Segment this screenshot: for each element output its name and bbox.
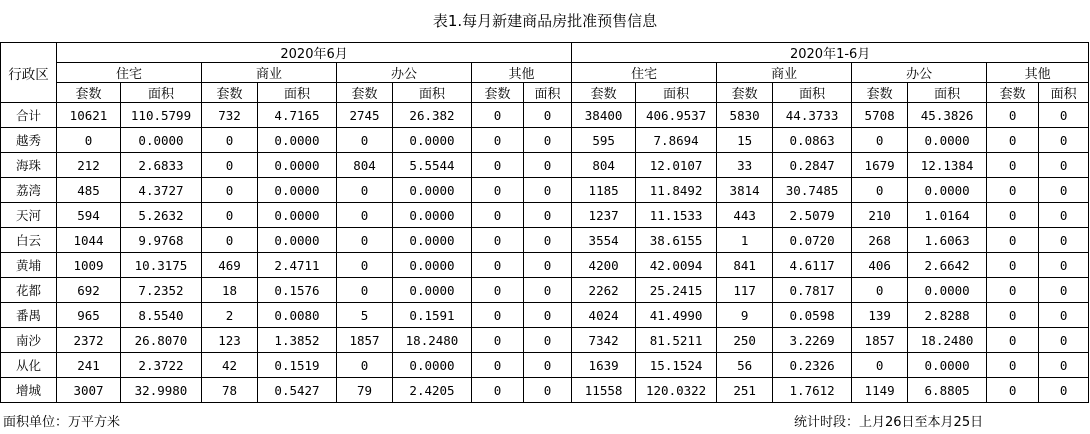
value-cell: 0 (524, 178, 572, 203)
value-cell: 45.3826 (908, 103, 987, 128)
period-month-header: 2020年6月 (57, 43, 572, 63)
value-cell: 0 (337, 228, 393, 253)
value-cell: 251 (717, 378, 773, 403)
value-cell: 0 (1039, 103, 1089, 128)
metric-header-area: 面积 (393, 83, 472, 103)
value-cell: 4.6117 (773, 253, 852, 278)
value-cell: 0 (524, 253, 572, 278)
value-cell: 406.9537 (636, 103, 717, 128)
value-cell: 212 (57, 153, 121, 178)
value-cell: 1.3852 (258, 328, 337, 353)
region-cell: 荔湾 (1, 178, 57, 203)
value-cell: 594 (57, 203, 121, 228)
value-cell: 0 (1039, 228, 1089, 253)
value-cell: 0 (524, 103, 572, 128)
value-cell: 0.0000 (393, 203, 472, 228)
value-cell: 0 (1039, 253, 1089, 278)
value-cell: 0 (472, 253, 524, 278)
value-cell: 1857 (337, 328, 393, 353)
value-cell: 1 (717, 228, 773, 253)
value-cell: 268 (852, 228, 908, 253)
period-ytd-header: 2020年1-6月 (572, 43, 1089, 63)
value-cell: 1679 (852, 153, 908, 178)
value-cell: 79 (337, 378, 393, 403)
table-row (1, 328, 1089, 353)
value-cell: 25.2415 (636, 278, 717, 303)
value-cell: 0.0000 (393, 128, 472, 153)
value-cell: 0 (524, 353, 572, 378)
value-cell: 0 (57, 128, 121, 153)
value-cell: 0 (472, 128, 524, 153)
value-cell: 0.7817 (773, 278, 852, 303)
value-cell: 0 (524, 378, 572, 403)
value-cell: 0 (1039, 303, 1089, 328)
value-cell: 0 (472, 203, 524, 228)
value-cell: 10621 (57, 103, 121, 128)
area-unit-note: 面积单位：万平方米 (3, 415, 121, 430)
category-header-commercial: 商业 (202, 63, 337, 83)
value-cell: 0 (472, 228, 524, 253)
value-cell: 38400 (572, 103, 636, 128)
value-cell: 2745 (337, 103, 393, 128)
value-cell: 0.0000 (258, 128, 337, 153)
value-cell: 0 (337, 178, 393, 203)
value-cell: 0.0000 (258, 203, 337, 228)
table-row (1, 378, 1089, 403)
value-cell: 804 (337, 153, 393, 178)
region-cell: 从化 (1, 353, 57, 378)
value-cell: 0 (987, 353, 1039, 378)
value-cell: 0 (472, 153, 524, 178)
value-cell: 0 (1039, 328, 1089, 353)
value-cell: 81.5211 (636, 328, 717, 353)
value-cell: 12.1384 (908, 153, 987, 178)
table-row (1, 253, 1089, 278)
value-cell: 0 (1039, 378, 1089, 403)
value-cell: 0 (987, 303, 1039, 328)
value-cell: 1185 (572, 178, 636, 203)
value-cell: 8.5540 (121, 303, 202, 328)
value-cell: 30.7485 (773, 178, 852, 203)
value-cell: 0.0080 (258, 303, 337, 328)
value-cell: 2.4205 (393, 378, 472, 403)
value-cell: 0.0000 (393, 178, 472, 203)
value-cell: 443 (717, 203, 773, 228)
value-cell: 11.8492 (636, 178, 717, 203)
value-cell: 210 (852, 203, 908, 228)
value-cell: 18.2480 (908, 328, 987, 353)
value-cell: 0 (987, 328, 1039, 353)
value-cell: 965 (57, 303, 121, 328)
value-cell: 11.1533 (636, 203, 717, 228)
value-cell: 3.2269 (773, 328, 852, 353)
value-cell: 15.1524 (636, 353, 717, 378)
metric-header-area: 面积 (258, 83, 337, 103)
region-cell: 黄埔 (1, 253, 57, 278)
value-cell: 2.3722 (121, 353, 202, 378)
value-cell: 0 (987, 103, 1039, 128)
value-cell: 2.8288 (908, 303, 987, 328)
table-row (1, 353, 1089, 378)
value-cell: 0 (1039, 353, 1089, 378)
value-cell: 0.0000 (258, 228, 337, 253)
category-header-other: 其他 (472, 63, 572, 83)
value-cell: 0 (524, 303, 572, 328)
value-cell: 0 (472, 353, 524, 378)
value-cell: 0.2326 (773, 353, 852, 378)
value-cell: 0 (987, 153, 1039, 178)
value-cell: 841 (717, 253, 773, 278)
value-cell: 485 (57, 178, 121, 203)
value-cell: 7342 (572, 328, 636, 353)
value-cell: 5830 (717, 103, 773, 128)
value-cell: 9 (717, 303, 773, 328)
value-cell: 0.0000 (393, 253, 472, 278)
value-cell: 0 (202, 178, 258, 203)
value-cell: 595 (572, 128, 636, 153)
value-cell: 56 (717, 353, 773, 378)
value-cell: 0 (337, 253, 393, 278)
metric-header-area: 面积 (121, 83, 202, 103)
category-header-residential: 住宅 (57, 63, 202, 83)
table-row (1, 153, 1089, 178)
table-row (1, 103, 1089, 128)
value-cell: 0.0000 (908, 353, 987, 378)
region-cell: 番禺 (1, 303, 57, 328)
value-cell: 2.6642 (908, 253, 987, 278)
value-cell: 804 (572, 153, 636, 178)
value-cell: 0.0863 (773, 128, 852, 153)
value-cell: 123 (202, 328, 258, 353)
table-row (1, 303, 1089, 328)
category-header-commercial: 商业 (717, 63, 852, 83)
value-cell: 0.1576 (258, 278, 337, 303)
table-row (1, 278, 1089, 303)
value-cell: 0 (852, 178, 908, 203)
metric-header-area: 面积 (773, 83, 852, 103)
value-cell: 0 (852, 128, 908, 153)
value-cell: 0.0000 (258, 153, 337, 178)
value-cell: 1044 (57, 228, 121, 253)
value-cell: 0 (524, 153, 572, 178)
metric-header-units: 套数 (572, 83, 636, 103)
metric-header-units: 套数 (717, 83, 773, 103)
category-header-residential: 住宅 (572, 63, 717, 83)
value-cell: 110.5799 (121, 103, 202, 128)
value-cell: 18 (202, 278, 258, 303)
value-cell: 0.0720 (773, 228, 852, 253)
value-cell: 9.9768 (121, 228, 202, 253)
value-cell: 33 (717, 153, 773, 178)
value-cell: 1639 (572, 353, 636, 378)
value-cell: 42 (202, 353, 258, 378)
region-cell: 白云 (1, 228, 57, 253)
value-cell: 2.5079 (773, 203, 852, 228)
value-cell: 0 (524, 328, 572, 353)
metric-header-area: 面积 (908, 83, 987, 103)
value-cell: 15 (717, 128, 773, 153)
value-cell: 5.5544 (393, 153, 472, 178)
table-row (1, 128, 1089, 153)
value-cell: 6.8805 (908, 378, 987, 403)
region-column-header: 行政区 (1, 43, 57, 103)
table-row (1, 178, 1089, 203)
value-cell: 42.0094 (636, 253, 717, 278)
value-cell: 5708 (852, 103, 908, 128)
value-cell: 0.0598 (773, 303, 852, 328)
region-cell: 越秀 (1, 128, 57, 153)
value-cell: 2262 (572, 278, 636, 303)
value-cell: 0 (472, 303, 524, 328)
value-cell: 732 (202, 103, 258, 128)
value-cell: 0 (202, 128, 258, 153)
value-cell: 2372 (57, 328, 121, 353)
value-cell: 0.5427 (258, 378, 337, 403)
value-cell: 0 (202, 228, 258, 253)
value-cell: 0 (1039, 128, 1089, 153)
value-cell: 0 (337, 353, 393, 378)
value-cell: 1857 (852, 328, 908, 353)
value-cell: 1149 (852, 378, 908, 403)
value-cell: 2.4711 (258, 253, 337, 278)
value-cell: 0.0000 (393, 353, 472, 378)
value-cell: 0 (987, 278, 1039, 303)
value-cell: 1237 (572, 203, 636, 228)
value-cell: 4200 (572, 253, 636, 278)
category-header-other: 其他 (987, 63, 1089, 83)
table-row (1, 203, 1089, 228)
value-cell: 0 (987, 228, 1039, 253)
table-title: 表1.每月新建商品房批准预售信息 (432, 12, 658, 30)
value-cell: 0 (524, 128, 572, 153)
value-cell: 469 (202, 253, 258, 278)
region-cell: 增城 (1, 378, 57, 403)
value-cell: 0 (202, 153, 258, 178)
value-cell: 0.0000 (908, 178, 987, 203)
value-cell: 38.6155 (636, 228, 717, 253)
value-cell: 0 (987, 253, 1039, 278)
metric-header-area: 面积 (636, 83, 717, 103)
value-cell: 117 (717, 278, 773, 303)
value-cell: 41.4990 (636, 303, 717, 328)
value-cell: 0 (1039, 153, 1089, 178)
value-cell: 0 (472, 378, 524, 403)
metric-header-area: 面积 (524, 83, 572, 103)
value-cell: 692 (57, 278, 121, 303)
region-cell: 花都 (1, 278, 57, 303)
value-cell: 0.1519 (258, 353, 337, 378)
metric-header-units: 套数 (202, 83, 258, 103)
value-cell: 7.2352 (121, 278, 202, 303)
value-cell: 1.6063 (908, 228, 987, 253)
value-cell: 0 (1039, 178, 1089, 203)
presale-table (0, 42, 1089, 403)
value-cell: 0 (524, 203, 572, 228)
value-cell: 406 (852, 253, 908, 278)
metric-header-units: 套数 (337, 83, 393, 103)
value-cell: 120.0322 (636, 378, 717, 403)
value-cell: 26.382 (393, 103, 472, 128)
value-cell: 0.0000 (258, 178, 337, 203)
value-cell: 3554 (572, 228, 636, 253)
category-header-office: 办公 (337, 63, 472, 83)
metric-header-units: 套数 (472, 83, 524, 103)
value-cell: 241 (57, 353, 121, 378)
value-cell: 250 (717, 328, 773, 353)
value-cell: 0 (202, 203, 258, 228)
value-cell: 2.6833 (121, 153, 202, 178)
value-cell: 0 (1039, 203, 1089, 228)
value-cell: 4.3727 (121, 178, 202, 203)
category-header-office: 办公 (852, 63, 987, 83)
value-cell: 12.0107 (636, 153, 717, 178)
region-cell: 合计 (1, 103, 57, 128)
value-cell: 0 (524, 278, 572, 303)
value-cell: 32.9980 (121, 378, 202, 403)
value-cell: 0 (337, 203, 393, 228)
value-cell: 78 (202, 378, 258, 403)
value-cell: 0.0000 (121, 128, 202, 153)
metric-header-units: 套数 (852, 83, 908, 103)
value-cell: 7.8694 (636, 128, 717, 153)
value-cell: 0 (1039, 278, 1089, 303)
table-row (1, 228, 1089, 253)
value-cell: 4.7165 (258, 103, 337, 128)
metric-header-units: 套数 (987, 83, 1039, 103)
value-cell: 0 (337, 278, 393, 303)
value-cell: 5.2632 (121, 203, 202, 228)
value-cell: 0.1591 (393, 303, 472, 328)
value-cell: 2 (202, 303, 258, 328)
value-cell: 0 (987, 378, 1039, 403)
value-cell: 1009 (57, 253, 121, 278)
value-cell: 10.3175 (121, 253, 202, 278)
value-cell: 139 (852, 303, 908, 328)
region-cell: 南沙 (1, 328, 57, 353)
value-cell: 0.0000 (393, 278, 472, 303)
value-cell: 0 (472, 178, 524, 203)
value-cell: 0.0000 (393, 228, 472, 253)
value-cell: 0 (987, 203, 1039, 228)
value-cell: 1.7612 (773, 378, 852, 403)
value-cell: 0 (524, 228, 572, 253)
value-cell: 0 (987, 178, 1039, 203)
metric-header-units: 套数 (57, 83, 121, 103)
value-cell: 3007 (57, 378, 121, 403)
value-cell: 1.0164 (908, 203, 987, 228)
value-cell: 0 (852, 278, 908, 303)
value-cell: 11558 (572, 378, 636, 403)
value-cell: 0.2847 (773, 153, 852, 178)
value-cell: 5 (337, 303, 393, 328)
statistics-period-note: 统计时段：上月26日至本月25日 (794, 415, 984, 430)
value-cell: 4024 (572, 303, 636, 328)
value-cell: 0 (472, 278, 524, 303)
value-cell: 0 (987, 128, 1039, 153)
value-cell: 0.0000 (908, 278, 987, 303)
value-cell: 0 (472, 103, 524, 128)
value-cell: 26.8070 (121, 328, 202, 353)
value-cell: 0.0000 (908, 128, 987, 153)
metric-header-area: 面积 (1039, 83, 1089, 103)
value-cell: 0 (472, 328, 524, 353)
region-cell: 海珠 (1, 153, 57, 178)
value-cell: 3814 (717, 178, 773, 203)
value-cell: 44.3733 (773, 103, 852, 128)
region-cell: 天河 (1, 203, 57, 228)
value-cell: 18.2480 (393, 328, 472, 353)
value-cell: 0 (337, 128, 393, 153)
value-cell: 0 (852, 353, 908, 378)
